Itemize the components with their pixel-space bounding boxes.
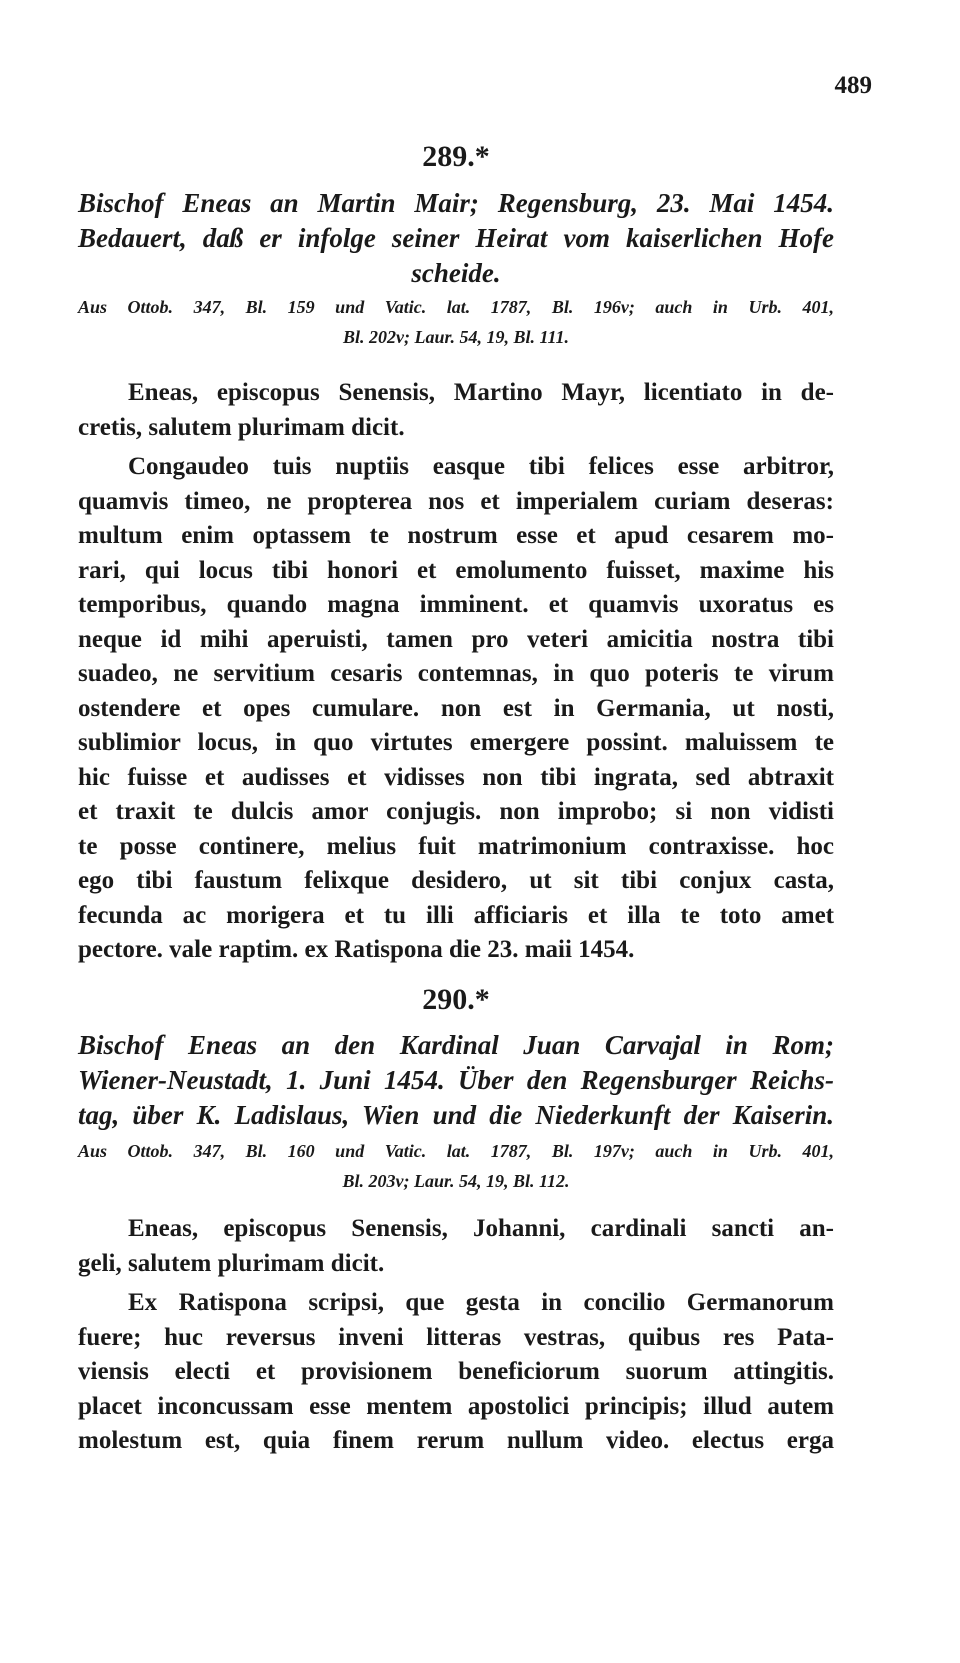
text-line: neque id mihi aperuisti, tamen pro veteri amicitia nostra tibi	[78, 625, 834, 653]
letter-289-salutation	[78, 376, 834, 445]
letter-290-number-block	[78, 983, 834, 1017]
heading-line: scheide.	[411, 258, 501, 288]
text-line: suadeo, ne servitium cesaris contemnas, in quo poteris te virum	[78, 660, 834, 687]
text-line: temporibus, quando magna imminent. et quamvis uxoratus es	[78, 591, 834, 618]
text-line: rari, qui locus tibi honori et emolumento fuisset, maxime his	[78, 556, 834, 584]
letter-number: 290.*	[422, 983, 490, 1016]
text-line: hic fuisse et audisses et vidisses non tibi ingrata, sed abtraxit	[78, 763, 834, 791]
text-line: placet inconcussam esse mentem apostolici principis; illud autem	[78, 1392, 834, 1420]
text-line: fecunda ac morigera et tu illi afficiaris et illa te toto amet	[78, 901, 834, 929]
source-line: Bl. 203v; Laur. 54, 19, Bl. 112.	[342, 1171, 570, 1191]
text-line: fuere; huc reversus inveni litteras vestras, quibus res Pata-	[78, 1323, 834, 1351]
letter-289-source	[78, 292, 834, 352]
text-line: pectore. vale raptim. ex Ratispona die 23. maii 1454.	[78, 936, 635, 963]
text-line: Congaudeo tuis nuptiis easque tibi felices esse arbitror,	[128, 453, 834, 480]
text-line: ostendere et opes cumulare. non est in Germania, ut nosti,	[78, 694, 834, 722]
letter-heading	[78, 1028, 834, 1133]
letter-289-body	[78, 450, 834, 968]
source-line: Aus Ottob. 347, Bl. 159 und Vatic. lat. 1787, Bl. 196v; auch in Urb. 401,	[78, 297, 834, 317]
source-line: Aus Ottob. 347, Bl. 160 und Vatic. lat. 1787, Bl. 197v; auch in Urb. 401,	[78, 1141, 834, 1161]
text-line: quamvis timeo, ne propterea nos et imperialem curiam deseras:	[78, 487, 834, 515]
heading-line: tag, über K. Ladislaus, Wien und die Niederkunft der Kaiserin.	[78, 1100, 834, 1130]
letter-290-source	[78, 1136, 834, 1196]
heading-line: Wiener-Neustadt, 1. Juni 1454. Über den Regensburger Reichs-	[78, 1065, 834, 1095]
text-line: geli, salutem plurimam dicit.	[78, 1249, 385, 1277]
letter-heading	[78, 186, 834, 291]
text-line: molestum est, quia finem rerum nullum video. electus erga	[78, 1427, 834, 1454]
salutation-paragraph	[78, 376, 834, 445]
source-note	[78, 292, 834, 352]
text-line: sublimior locus, in quo virtutes emergere possint. maluissem te	[78, 729, 834, 756]
text-line: te posse continere, melius fuit matrimonium contraxisse. hoc	[78, 832, 834, 860]
letter-289-heading	[78, 186, 834, 291]
text-line: Ex Ratispona scripsi, que gesta in concilio Germanorum	[128, 1289, 834, 1316]
page-number: 489	[834, 72, 872, 99]
salutation-paragraph	[78, 1212, 834, 1281]
source-note	[78, 1136, 834, 1196]
text-line: ego tibi faustum felixque desidero, ut sit tibi conjux casta,	[78, 867, 834, 894]
letter-290-heading	[78, 1028, 834, 1133]
text-line: viensis electi et provisionem beneficiorum suorum attingitis.	[78, 1358, 834, 1385]
body-paragraph	[78, 450, 834, 968]
text-line: multum enim optassem te nostrum esse et apud cesarem mo-	[78, 522, 834, 549]
text-line: cretis, salutem plurimam dicit.	[78, 413, 405, 441]
heading-line: Bedauert, daß er infolge seiner Heirat vom kaiserlichen Hofe	[78, 223, 834, 253]
text-line: et traxit te dulcis amor conjugis. non improbo; si non vidisti	[78, 798, 834, 825]
text-line: Eneas, episcopus Senensis, Martino Mayr, licentiato in de-	[128, 379, 834, 406]
text-line: Eneas, episcopus Senensis, Johanni, cardinali sancti an-	[128, 1215, 834, 1242]
body-paragraph	[78, 1286, 834, 1459]
letter-number: 289.*	[422, 140, 490, 173]
source-line: Bl. 202v; Laur. 54, 19, Bl. 111.	[342, 327, 570, 347]
letter-289-number-block	[78, 140, 834, 174]
letter-290-salutation	[78, 1212, 834, 1281]
letter-290-body	[78, 1286, 834, 1459]
heading-line: Bischof Eneas an den Kardinal Juan Carvajal in Rom;	[78, 1030, 834, 1060]
heading-line: Bischof Eneas an Martin Mair; Regensburg, 23. Mai 1454.	[78, 188, 834, 218]
